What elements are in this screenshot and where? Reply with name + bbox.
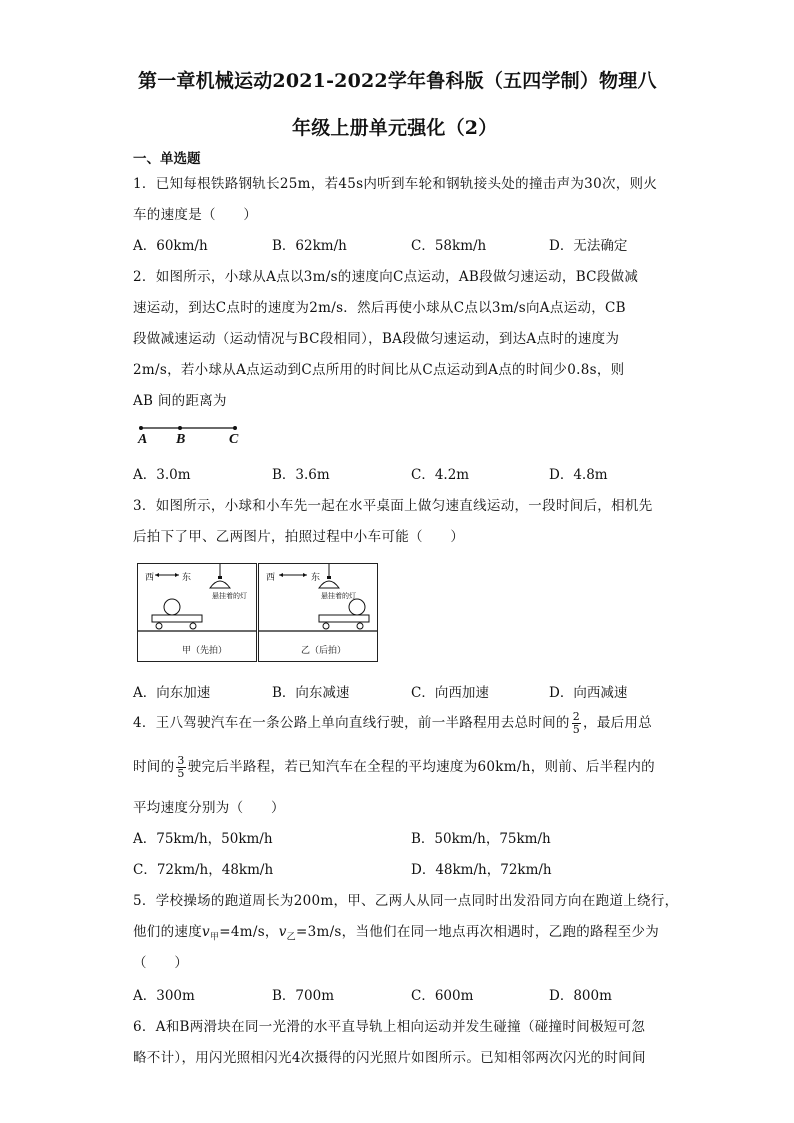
cart-icon xyxy=(319,615,369,622)
velocity-symbol-2: v xyxy=(278,924,287,940)
ball-icon xyxy=(349,599,365,615)
photo-yi-caption: 乙（后拍） xyxy=(301,646,347,656)
ball-icon xyxy=(164,599,180,615)
q3-line1: 3．如图所示，小球和小车先一起在水平桌面上做匀速直线运动，一段时间后，相机先 xyxy=(133,498,653,514)
velocity-jia-value: =4m/s， xyxy=(219,924,279,940)
page-title-line2: 年级上册单元强化（2） xyxy=(292,117,498,139)
q3-line2: 后拍下了甲、乙两图片，拍照过程中小车可能（ ） xyxy=(133,529,465,545)
section-heading: 一、单选题 xyxy=(133,151,201,167)
q4-line1-tail: ，最后用总 xyxy=(583,715,653,731)
point-b-label: B xyxy=(176,432,186,447)
q5-line2-tail: =3m/s，当他们在同一地点再次相遇时，乙跑的路程至少为 xyxy=(295,924,660,940)
q1-option-a[interactable]: A．60km/h xyxy=(133,238,208,254)
q3-option-d[interactable]: D．向西减速 xyxy=(549,685,628,701)
q3-option-c[interactable]: C．向西加速 xyxy=(411,685,489,701)
point-b-dot xyxy=(178,426,182,430)
subscript-yi: 乙 xyxy=(286,932,296,943)
q1-option-b[interactable]: B．62km/h xyxy=(272,238,347,254)
q5-line2-head: 他们的速度 xyxy=(133,924,202,940)
page-title-line1: 第一章机械运动2021-2022学年鲁科版（五四学制）物理八 xyxy=(138,70,657,92)
q5-option-b[interactable]: B．700m xyxy=(272,988,334,1004)
q4-line2-head: 时间的 xyxy=(133,759,175,775)
lamp-icon xyxy=(319,581,339,588)
q4-option-d[interactable]: D．48km/h，72km/h xyxy=(411,862,552,878)
q1-line1: 1．已知每根铁路钢轨长25m，若45s内听到车轮和钢轨接头处的撞击声为30次，则火 xyxy=(133,176,658,192)
q2-line3: 段做减速运动（运动情况与BC段相同），BA段做匀速运动，到达A点时的速度为 xyxy=(133,331,620,347)
q1-option-d[interactable]: D．无法确定 xyxy=(549,238,628,254)
q5-option-d[interactable]: D．800m xyxy=(549,988,612,1004)
photo-yi xyxy=(258,563,378,662)
q2-line5: AB 间的距离为 xyxy=(133,393,227,409)
point-a-label: A xyxy=(138,432,148,447)
q3-option-a[interactable]: A．向东加速 xyxy=(133,685,211,701)
q4-option-c[interactable]: C．72km/h，48km/h xyxy=(133,862,274,878)
q2-option-a[interactable]: A．3.0m xyxy=(133,467,191,483)
photo-jia xyxy=(137,563,257,662)
q2-option-c[interactable]: C．4.2m xyxy=(411,467,470,483)
q1-line2: 车的速度是（ ） xyxy=(133,207,258,223)
photo-yi-west: 西 xyxy=(266,573,276,583)
q3-option-b[interactable]: B．向东减速 xyxy=(272,685,350,701)
velocity-symbol-1: v xyxy=(202,924,210,940)
q5-line2 xyxy=(133,920,659,943)
q2-line1: 2．如图所示，小球从A点以3m/s的速度向C点运动，AB段做匀速运动，BC段做减 xyxy=(133,269,639,285)
q4-option-a[interactable]: A．75km/h，50km/h xyxy=(133,831,273,847)
q2-option-b[interactable]: B．3.6m xyxy=(272,467,330,483)
q5-line1: 5．学校操场的跑道周长为200m，甲、乙两人从同一点同时出发沿同方向在跑道上绕行， xyxy=(133,893,679,909)
q2-line4: 2m/s，若小球从A点运动到C点所用的时间比从C点运动到A点的时间少0.8s，则 xyxy=(133,362,625,378)
subscript-jia: 甲 xyxy=(209,932,220,943)
photo-jia-west: 西 xyxy=(145,573,155,583)
q5-option-c[interactable]: C．600m xyxy=(411,988,474,1004)
q6-line1: 6．A和B两滑块在同一光滑的水平直导轨上相向运动并发生碰撞（碰撞时间极短可忽 xyxy=(133,1019,646,1035)
photo-jia-east: 东 xyxy=(182,573,192,583)
q1-option-c[interactable]: C．58km/h xyxy=(411,238,487,254)
fraction-two-fifths: $\frac{2}{5}$ xyxy=(572,710,581,736)
q6-line2: 略不计），用闪光照相闪光4次摄得的闪光照片如图所示。已知相邻两次闪光的时间间 xyxy=(133,1050,646,1066)
point-c-label: C xyxy=(229,432,239,447)
q4-line1 xyxy=(133,708,652,738)
q2-option-d[interactable]: D．4.8m xyxy=(549,467,608,483)
point-a-dot xyxy=(139,426,143,430)
photo-yi-lamp-label: 悬挂着的灯 xyxy=(321,592,356,600)
photo-jia-lamp-label: 悬挂着的灯 xyxy=(212,592,247,600)
q4-option-b[interactable]: B．50km/h，75km/h xyxy=(411,831,551,847)
fraction-three-fifths: $\frac{3}{5}$ xyxy=(177,754,185,780)
q4-line2 xyxy=(133,752,655,782)
q4-line1-text: 4．王八驾驶汽车在一条公路上单向直线行驶，前一半路程用去总时间的 xyxy=(133,715,570,731)
lamp-icon xyxy=(210,581,230,588)
q5-line3: （ ） xyxy=(133,955,189,971)
point-c-dot xyxy=(233,426,237,430)
q4-line3: 平均速度分别为（ ） xyxy=(133,800,285,816)
photo-yi-east: 东 xyxy=(311,573,321,583)
cart-icon xyxy=(152,615,202,622)
q5-option-a[interactable]: A．300m xyxy=(133,988,195,1004)
q4-line2-text: 驶完后半路程，若已知汽车在全程的平均速度为60km/h，则前、后半程内的 xyxy=(187,759,655,775)
photo-jia-caption: 甲（先拍） xyxy=(182,646,228,656)
q2-line2: 速运动，到达C点时的速度为2m/s．然后再使小球从C点以3m/s向A点运动，CB xyxy=(133,300,626,316)
